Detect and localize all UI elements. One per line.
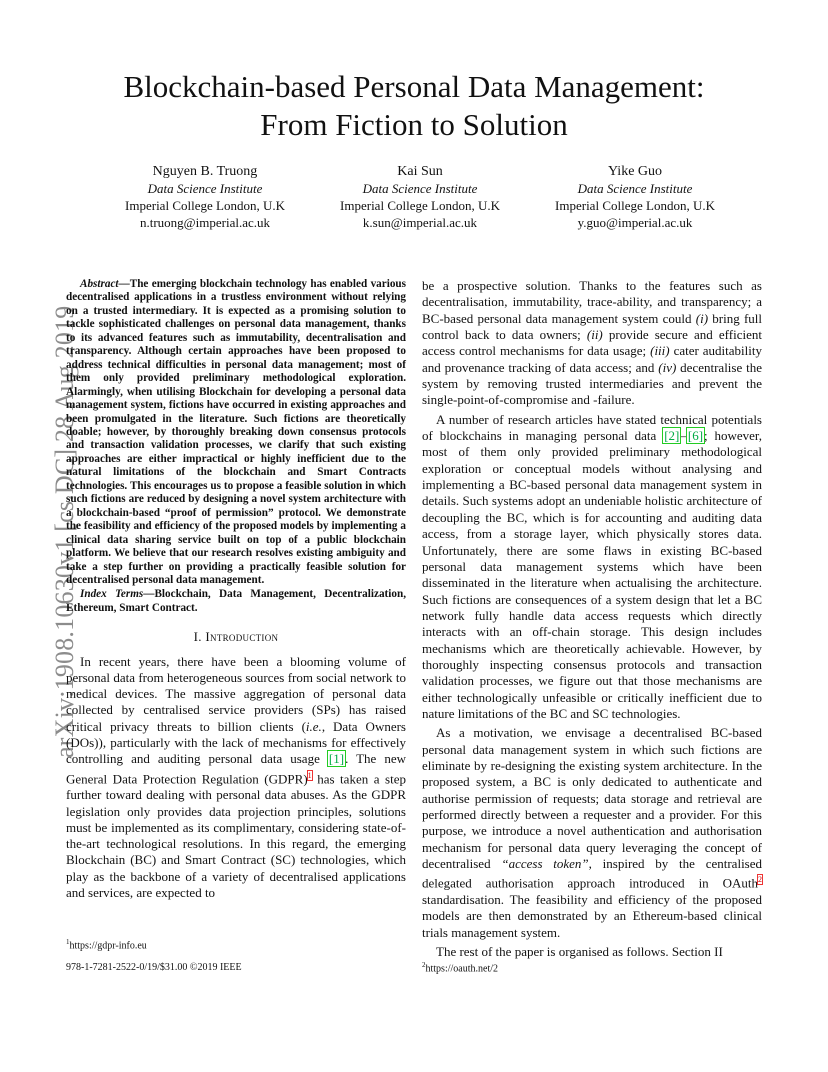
author-email: y.guo@imperial.ac.uk xyxy=(577,215,693,230)
author-name: Kai Sun xyxy=(397,164,443,179)
intro-paragraph-4: The rest of the paper is organised as follows. Section II xyxy=(436,944,723,960)
text-run: ; however, most of them only provided preliminary methodological exploration or conceptual models without analysing and implementing a BC-based personal data management system in details. Such systems adopt an undeniable holistic architecture of decoupling the BC, which is for accounting and auditing data access, from a storage layer, which physically stores data. Unfortunately, there are some flaws in existing BC-based personal data management systems which have been disseminated in the literature when actualising the architecture. Such fictions are consequences of a system design that let a BC network fully handle data access requests which directly interacts with an off-chain storage. This design includes mechanisms which are theoretically achievable. However, by thoroughly inspecting consensus protocols and transaction validation processes, we figure out that those mechanisms are either technologically unfeasible or critically inefficient due to nature limitations of the BC and SC technologies. xyxy=(422,428,762,721)
footnote-2 xyxy=(422,961,498,974)
text-run-italic: (ii) xyxy=(586,327,603,343)
text-run: A number of research articles have stated technical potentials of blockchains in managing personal data xyxy=(422,411,762,444)
section-title: Introduction xyxy=(205,629,279,645)
text-run-italic: “access token” xyxy=(501,856,589,872)
text-run: has taken a step further toward dealing with personal data abuses. As the GDPR legislation only provides data projection principles, solutions must be implemented as its complimentary, considering state-of-the-art technological resolutions. In this regard, the emerging Blockchain (BC) and Smart Contract (SC) technologies, which play as the backbone of a variety of decentralised applications and services, are expected to xyxy=(66,770,406,901)
author-2 xyxy=(315,163,525,231)
author-1 xyxy=(100,163,310,231)
index-terms-lead: Index Terms xyxy=(80,588,144,601)
text-run: be a prospective solution. Thanks to the features such as decentralisation, immutability, trace-ability, and transparency; a BC-based personal data management system could xyxy=(422,278,762,326)
intro-paragraph-3 xyxy=(422,725,762,941)
paper-title xyxy=(60,68,768,144)
author-name: Nguyen B. Truong xyxy=(152,164,258,179)
footnote-mark: 2 xyxy=(422,961,426,969)
text-run: – xyxy=(680,428,687,444)
text-run-italic: (iv) xyxy=(658,359,677,375)
author-institution: Imperial College London, U.K xyxy=(555,198,715,213)
abstract-text: —The emerging blockchain technology has enabled various decentralised applications in a trustless environment without relying on a trusted intermediary. It is expected as a promising solution to tackle sophisticated challenges on personal data management, thanks to its advanced features such as immutability, decentralisation and transparency. Although certain approaches have been proposed to address technical difficulties in personal data management; most of them only provided preliminary methodological exploration. Alarmingly, when utilising Blockchain for developing a personal data management system, fictions have occurred in existing approaches and been promulgated in the literature. Such fictions are theoretically doable; however, by thoroughly breaking down consensus protocols and transaction validation processes, we clarify that such existing approaches are either impractical or highly inefficient due to the natural limitations of the blockchain and Smart Contracts technologies. This encourages us to propose a feasible solution in which such fictions are reduced by designing a novel system architecture with a blockchain-based “proof of permission” protocol. We demonstrate the feasibility and efficiency of the proposed models by implementing a clinical data sharing service built on top of a public blockchain platform. We believe that our research resolves existing ambiguity and take a step further on providing a practically feasible solution for decentralised personal data management. xyxy=(66,278,406,586)
title-line-1: Blockchain-based Personal Data Management: xyxy=(123,69,705,104)
footnote-text: https://gdpr-info.eu xyxy=(69,940,147,952)
author-name: Yike Guo xyxy=(607,164,663,179)
index-terms xyxy=(66,588,406,615)
footnote-text: https://oauth.net/2 xyxy=(425,963,498,975)
text-run: decentralise the system by removing trusted intermediaries and prevent the single-point-of-compromise and -failure. xyxy=(422,359,762,408)
text-run: , inspired by the centralised delegated authorisation approach introduced in OAuth xyxy=(422,856,763,891)
text-run: As a motivation, we envisage a decentralised BC-based personal data management system in which such fictions are eliminate by re-designing the existing system architecture. In the proposed system, a BC is only dedicated to authenticate and authorise permission of requests; data storage and retrieval are performed directly between a requester and a provider. For this purpose, we introduce a novel authentication and authorisation mechanism for personal data query leveraging the concept of decentralised xyxy=(422,725,762,872)
text-run: , Data Owners (DOs)), particularly with the lack of mechanisms for effectively controlling and auditing personal data usage xyxy=(66,718,406,767)
index-terms-text: —Blockchain, Data Management, Decentralization, Ethereum, Smart Contract. xyxy=(66,588,406,614)
section-heading xyxy=(66,629,406,645)
text-run: In recent years, there have been a blooming volume of personal data from heterogeneous sources from social network to medical devices. The massive aggregation of personal data collected by centralised service providers (SPs) has raised critical privacy threats to billion clients ( xyxy=(66,653,406,734)
text-run-italic: (iii) xyxy=(650,343,670,359)
arxiv-stamp xyxy=(16,280,79,760)
abstract xyxy=(66,278,406,587)
arxiv-stamp-text: arXiv:1908.10630v1 [cs.DC] 28 Aug 2019 xyxy=(50,305,79,758)
left-column xyxy=(66,278,406,901)
section-number: I. xyxy=(193,629,202,645)
author-affiliation: Data Science Institute xyxy=(577,181,693,196)
text-run: cater auditability and provenance tracking of data access; and xyxy=(422,343,763,375)
title-line-2: From Fiction to Solution xyxy=(260,107,568,142)
author-affiliation: Data Science Institute xyxy=(362,181,478,196)
intro-paragraph-1 xyxy=(66,654,406,902)
footnote-2-link[interactable]: 2 xyxy=(758,875,762,885)
author-email: k.sun@imperial.ac.uk xyxy=(362,215,478,230)
citation-2-link[interactable]: [2] xyxy=(664,428,680,444)
citation-6-link[interactable]: [6] xyxy=(687,428,704,444)
copyright-notice: 978-1-7281-2522-0/19/$31.00 ©2019 IEEE xyxy=(66,962,242,973)
author-affiliation: Data Science Institute xyxy=(147,181,263,196)
abstract-lead: Abstract xyxy=(80,278,119,290)
text-run: bring full control back to data owners; xyxy=(422,310,763,343)
footnote-1-link[interactable]: 1 xyxy=(307,770,312,780)
citation-1-link[interactable]: [1] xyxy=(328,751,345,767)
author-email: n.truong@imperial.ac.uk xyxy=(139,215,271,230)
author-institution: Imperial College London, U.K xyxy=(125,198,285,213)
text-run-italic: (i) xyxy=(695,310,709,326)
author-3 xyxy=(530,163,740,231)
footnote-mark: 1 xyxy=(66,938,70,946)
text-run: standardisation. The feasibility and efficiency of the proposed models are then demonstrated by an Ethereum-based clinical trials management system. xyxy=(422,892,762,940)
intro-paragraph-2 xyxy=(422,412,762,723)
text-run: provide secure and efficient access control mechanisms for data usage; xyxy=(422,327,762,359)
intro-paragraph-1-continued xyxy=(422,278,762,409)
author-block xyxy=(100,163,740,231)
author-institution: Imperial College London, U.K xyxy=(340,198,500,213)
footnote-1 xyxy=(66,938,147,951)
text-run-italic: i.e. xyxy=(305,718,322,734)
text-run: . The new General Data Protection Regulation (GDPR) xyxy=(66,751,407,786)
right-column xyxy=(422,278,762,960)
